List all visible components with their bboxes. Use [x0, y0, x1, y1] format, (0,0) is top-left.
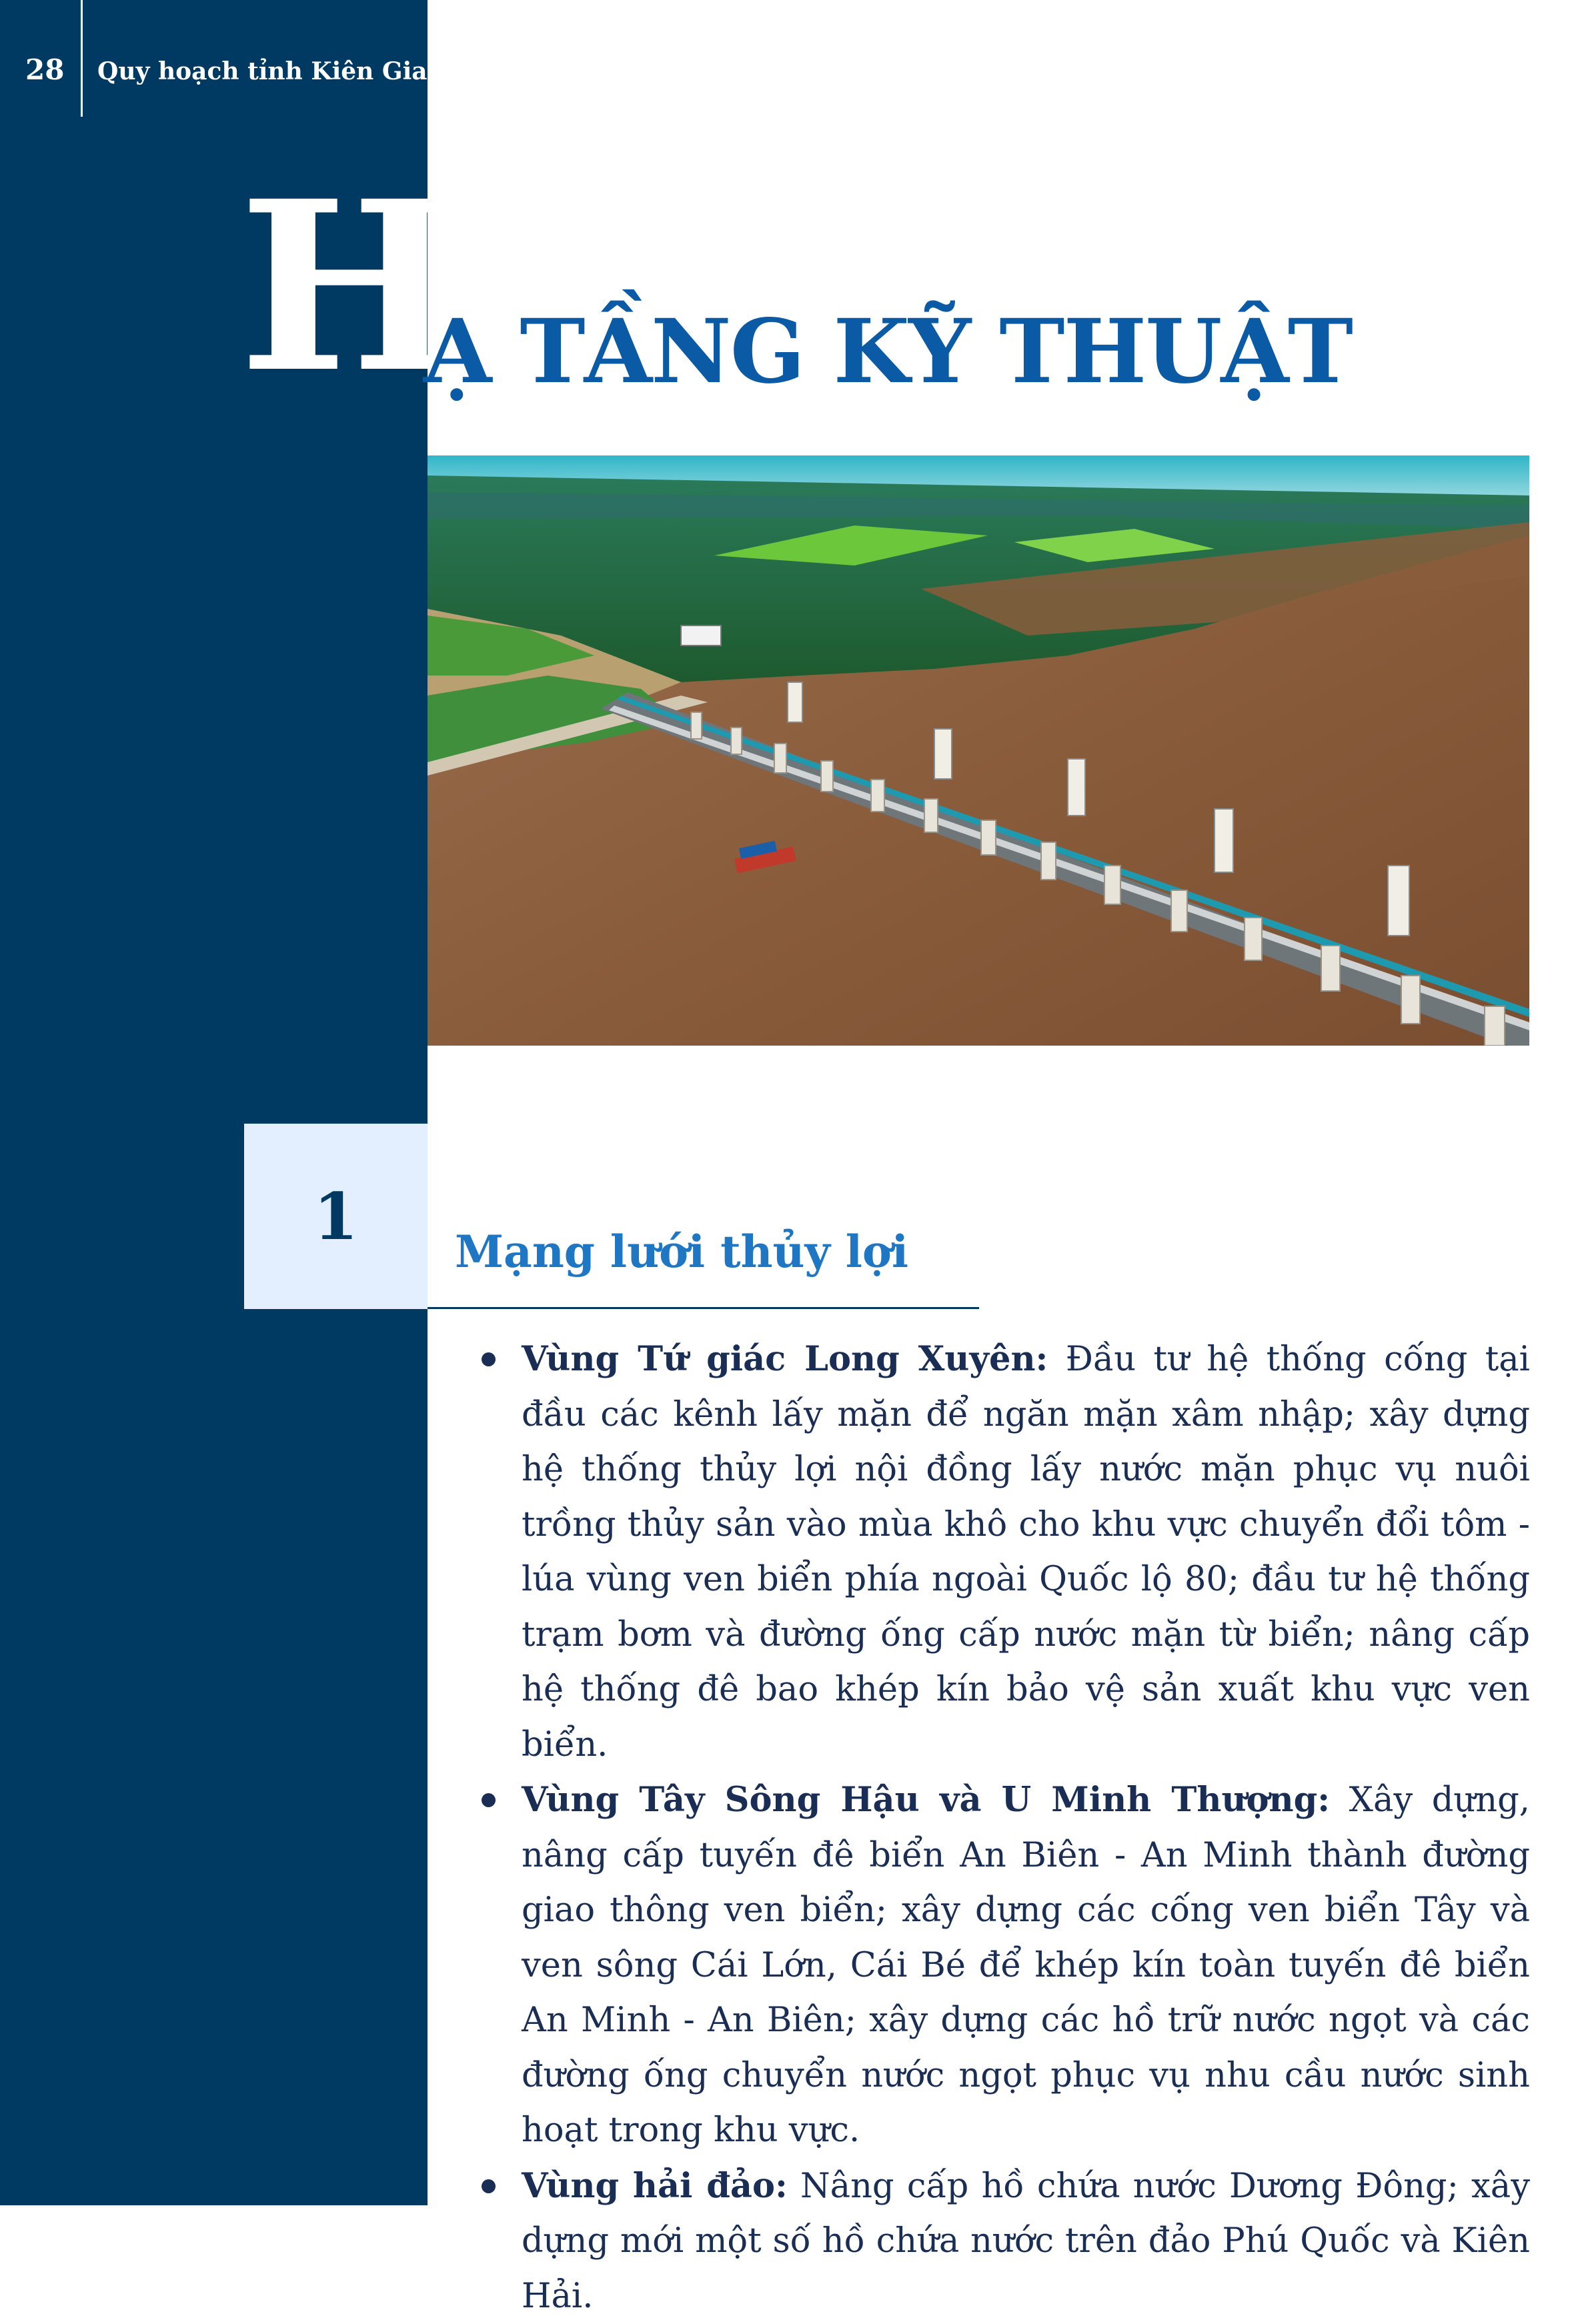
- bullet-lead: Vùng Tây Sông Hậu và U Minh Thượng:: [522, 1780, 1330, 1820]
- page-number: 28: [25, 53, 64, 86]
- section-number-box: [244, 1124, 428, 1309]
- bullet-lead: Vùng hải đảo:: [522, 2166, 788, 2206]
- bullet-text: Xây dựng, nâng cấp tuyến đê biển An Biên - An Minh thành đường giao thông ven biển; xây dựng các cống ven biển Tây và ven sông Cái Lớn, Cái Bé để khép kín toàn tuyến đê biển An Minh - An Biên; xây dựng các hồ trữ nước ngọt và các đường ống chuyển nước ngọt phục vụ nhu cầu nước sinh hoạt trong khu vực.: [522, 1781, 1530, 2150]
- bullet-item: [482, 2159, 1530, 2324]
- section-rule: [428, 1307, 979, 1309]
- section-heading: Mạng lưới thủy lợi: [455, 1226, 908, 1278]
- bullet-item: [482, 1332, 1530, 1773]
- bullet-list: [482, 1332, 1530, 2324]
- bullet-text: Đầu tư hệ thống cống tại đầu các kênh lấy mặn để ngăn mặn xâm nhập; xây dựng hệ thống thủy lợi nội đồng lấy nước mặn phục vụ nuôi trồng thủy sản vào mùa khô cho khu vực chuyển đổi tôm - lúa vùng ven biển phía ngoài Quốc lộ 80; đầu tư hệ thống trạm bơm và đường ống cấp nước mặn từ biển; nâng cấp hệ thống đê bao khép kín bảo vệ sản xuất khu vực ven biển.: [522, 1340, 1530, 1765]
- running-title: Quy hoạch tỉnh Kiên Giang: [97, 57, 462, 85]
- section-number: 1: [244, 1124, 428, 1309]
- bullet-item: [482, 1773, 1530, 2159]
- bullet-text: Nâng cấp hồ chứa nước Dương Đông; xây dựng mới một số hồ chứa nước trên đảo Phú Quốc và Kiên Hải.: [522, 2167, 1530, 2316]
- hero-photo-sluice-bridge: [428, 455, 1529, 1046]
- chapter-title: Ạ TẦNG KỸ THUẬT: [424, 308, 1352, 396]
- bullet-dot-icon: [482, 2179, 496, 2193]
- bullet-dot-icon: [482, 1793, 496, 1807]
- bullet-dot-icon: [482, 1352, 496, 1366]
- chapter-title-initial: H: [239, 170, 460, 403]
- header-divider: [81, 0, 83, 117]
- bullet-lead: Vùng Tứ giác Long Xuyên:: [522, 1339, 1048, 1379]
